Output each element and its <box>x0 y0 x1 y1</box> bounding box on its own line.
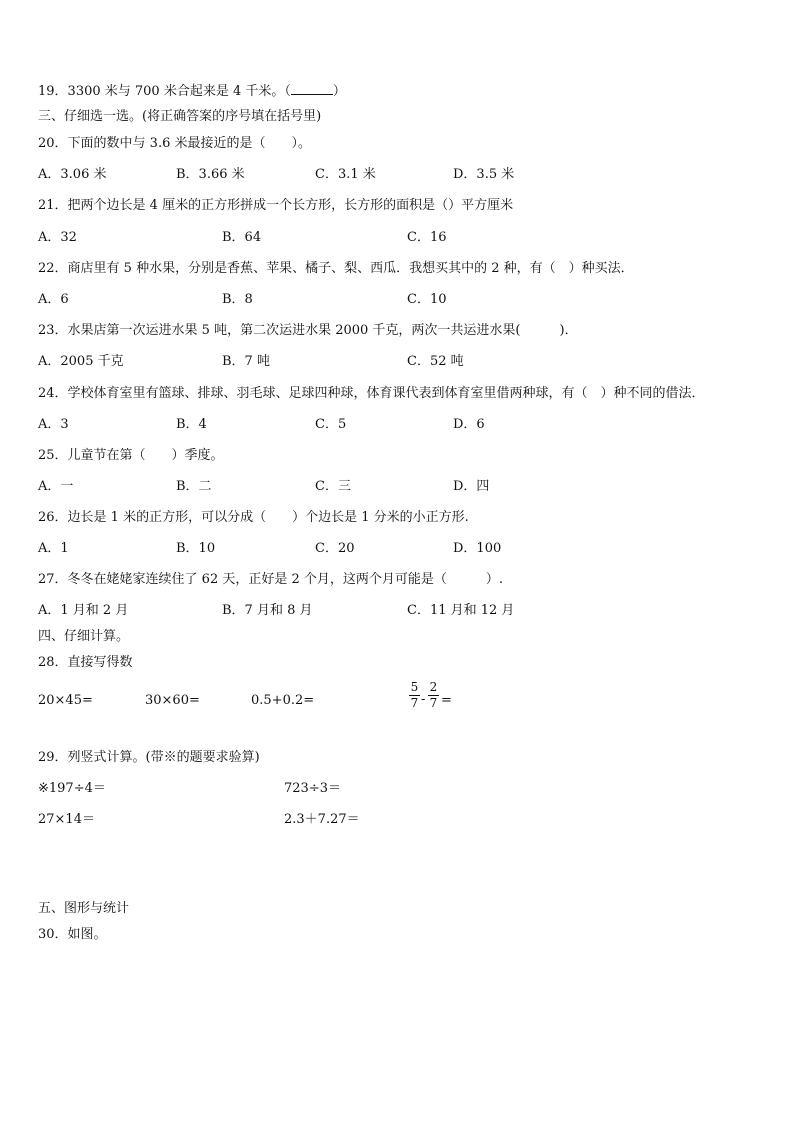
question-30-stem: 30．如图。 <box>38 927 107 942</box>
q25-option-b[interactable]: B．二 <box>176 479 212 494</box>
question-25-stem: 25．儿童节在第（ ）季度。 <box>38 448 224 463</box>
q21-option-c[interactable]: C．16 <box>407 230 447 245</box>
minus-sign: - <box>421 692 426 707</box>
q24-option-a[interactable]: A．3 <box>38 417 69 432</box>
fraction-b-denominator: 7 <box>429 696 438 710</box>
q22-option-a[interactable]: A．6 <box>38 292 69 307</box>
q25-option-c[interactable]: C．三 <box>315 479 351 494</box>
calc-item-3: 0.5+0.2= <box>251 693 315 708</box>
q24-option-b[interactable]: B．4 <box>176 417 207 432</box>
fraction-b <box>428 681 439 710</box>
q20-option-d[interactable]: D．3.5 米 <box>453 167 515 182</box>
q26-option-b[interactable]: B．10 <box>176 541 216 556</box>
q27-option-a[interactable]: A．1 月和 2 月 <box>38 603 129 618</box>
fraction-b-numerator: 2 <box>429 680 438 694</box>
q26-option-a[interactable]: A．1 <box>38 541 69 556</box>
question-21-stem: 21．把两个边长是 4 厘米的正方形拼成一个长方形，长方形的面积是（）平方厘米 <box>38 198 514 213</box>
question-19 <box>38 82 346 100</box>
q20-option-b[interactable]: B．3.66 米 <box>176 167 245 182</box>
q22-option-b[interactable]: B．8 <box>222 292 253 307</box>
vertical-calc-2: 723÷3＝ <box>284 781 341 796</box>
question-27-stem: 27．冬冬在姥姥家连续住了 62 天，正好是 2 个月，这两个月可能是（ ）. <box>38 572 504 587</box>
q26-option-c[interactable]: C．20 <box>315 541 355 556</box>
equals-sign: = <box>441 693 452 708</box>
q23-option-a[interactable]: A．2005 千克 <box>38 354 124 369</box>
calc-item-1: 20×45= <box>38 693 93 708</box>
question-29-stem: 29．列竖式计算。(带※的题要求验算) <box>38 750 260 765</box>
question-23-stem: 23．水果店第一次运进水果 5 吨，第二次运进水果 2000 千克，两次一共运进水果( )． <box>38 323 578 338</box>
question-24-stem: 24．学校体育室里有篮球、排球、羽毛球、足球四种球，体育课代表到体育室里借两种球，有（ ）种不同的借法． <box>38 386 705 401</box>
q24-option-d[interactable]: D．6 <box>453 417 485 432</box>
q23-option-b[interactable]: B．7 吨 <box>222 354 270 369</box>
q26-option-d[interactable]: D．100 <box>453 541 502 556</box>
q23-option-c[interactable]: C．52 吨 <box>407 354 464 369</box>
q22-option-c[interactable]: C．10 <box>407 292 447 307</box>
q25-option-d[interactable]: D．四 <box>453 479 490 494</box>
question-22-stem: 22．商店里有 5 种水果，分别是香蕉、苹果、橘子、梨、西瓜．我想买其中的 2 种，有（ ）种买法． <box>38 261 634 276</box>
q21-option-a[interactable]: A．32 <box>38 230 77 245</box>
q20-option-c[interactable]: C．3.1 米 <box>315 167 376 182</box>
q27-option-c[interactable]: C．11 月和 12 月 <box>407 603 515 618</box>
section-4-heading: 四、仔细计算。 <box>38 629 130 644</box>
question-19-text: 19．3300 米与 700 米合起来是 4 千米。（ <box>38 84 291 99</box>
fraction-a <box>409 681 420 710</box>
q20-option-a[interactable]: A．3.06 米 <box>38 167 107 182</box>
vertical-calc-3: 27×14＝ <box>38 812 95 827</box>
question-28-stem: 28．直接写得数 <box>38 655 133 670</box>
answer-blank[interactable] <box>291 82 333 95</box>
question-20-stem: 20．下面的数中与 3.6 米最接近的是（ ）。 <box>38 136 311 151</box>
vertical-calc-1: ※197÷4＝ <box>38 781 106 796</box>
q21-option-b[interactable]: B．64 <box>222 230 262 245</box>
q27-option-b[interactable]: B．7 月和 8 月 <box>222 603 313 618</box>
fraction-a-denominator: 7 <box>410 696 419 710</box>
calc-item-2: 30×60= <box>145 693 200 708</box>
question-26-stem: 26．边长是 1 米的正方形，可以分成（ ）个边长是 1 分米的小正方形. <box>38 510 469 525</box>
section-3-heading: 三、仔细选一选。(将正确答案的序号填在括号里) <box>38 109 322 124</box>
section-5-heading: 五、图形与统计 <box>38 901 130 916</box>
question-19-close: ） <box>332 84 346 99</box>
vertical-calc-4: 2.3＋7.27＝ <box>284 812 360 827</box>
fraction-a-numerator: 5 <box>410 680 419 694</box>
q25-option-a[interactable]: A．一 <box>38 479 74 494</box>
q24-option-c[interactable]: C．5 <box>315 417 347 432</box>
